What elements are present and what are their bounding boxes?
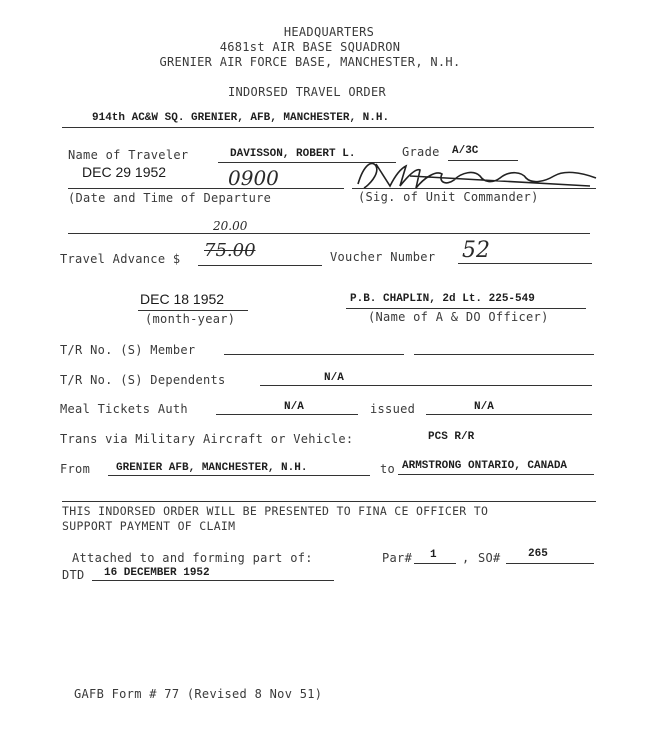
- grade-value: A/3C: [452, 145, 479, 157]
- trans-value: PCS R/R: [428, 431, 475, 443]
- officer-date-value: DEC 18 1952: [140, 291, 225, 307]
- travel-advance-corrected: 20.00: [213, 219, 248, 233]
- tr-dependents-value: N/A: [324, 372, 344, 384]
- signature-label: (Sig. of Unit Commander): [358, 190, 539, 204]
- tr-dependents-line: [260, 385, 592, 386]
- meal-issued-label: issued: [370, 402, 416, 416]
- header-line-3: GRENIER AIR FORCE BASE, MANCHESTER, N.H.: [159, 55, 461, 69]
- officer-name-line: [346, 308, 586, 309]
- officer-date-label: (month-year): [145, 312, 236, 326]
- route-from-label: From: [60, 462, 91, 476]
- tr-member-line-2: [414, 354, 594, 355]
- route-to-line: [398, 474, 594, 475]
- attached-label: Attached to and forming part of:: [72, 551, 313, 565]
- notice-line-2: SUPPORT PAYMENT OF CLAIM: [62, 519, 236, 533]
- signature-line: [352, 188, 596, 189]
- meal-tickets-auth-value: N/A: [284, 401, 304, 413]
- route-to-value: ARMSTRONG ONTARIO, CANADA: [402, 460, 568, 472]
- dtd-value: 16 DECEMBER 1952: [104, 567, 210, 579]
- officer-name-label: (Name of A & DO Officer): [368, 310, 549, 324]
- meal-tickets-label: Meal Tickets Auth: [60, 402, 188, 416]
- voucher-value: 52: [462, 238, 490, 263]
- tr-dependents-label: T/R No. (S) Dependents: [60, 373, 226, 387]
- route-from-value: GRENIER AFB, MANCHESTER, N.H.: [116, 462, 308, 474]
- officer-date-line: [138, 310, 248, 311]
- travel-advance-line: [198, 265, 322, 266]
- so-value: 265: [528, 548, 548, 560]
- notice-line: [62, 501, 596, 502]
- travel-advance-label: Travel Advance $: [60, 252, 181, 266]
- traveler-name-value: DAVISSON, ROBERT L.: [230, 148, 356, 160]
- par-value: 1: [430, 549, 437, 561]
- departure-time-value: 0900: [228, 166, 279, 190]
- attached-comma: ,: [462, 551, 470, 565]
- dtd-label: DTD: [62, 568, 85, 582]
- meal-tickets-auth-line: [216, 414, 358, 415]
- notice-line-1: THIS INDORSED ORDER WILL BE PRESENTED TO FINA CE OFFICER TO: [62, 504, 489, 518]
- voucher-line: [458, 263, 592, 264]
- route-to-label: to: [380, 462, 396, 476]
- unit-stamp-line: [62, 127, 594, 128]
- tr-member-label: T/R No. (S) Member: [60, 343, 196, 357]
- traveler-name-label: Name of Traveler: [68, 148, 189, 162]
- so-label: SO#: [478, 551, 501, 565]
- unit-stamp: 914th AC&W SQ. GRENIER, AFB, MANCHESTER, N.H.: [92, 112, 390, 124]
- header-line-1: HEADQUARTERS: [283, 25, 375, 39]
- par-line: [414, 563, 456, 564]
- departure-label: (Date and Time of Departure: [68, 191, 272, 205]
- voucher-label: Voucher Number: [330, 250, 436, 264]
- route-from-line: [108, 475, 370, 476]
- departure-line: [68, 188, 344, 189]
- trans-label: Trans via Military Aircraft or Vehicle:: [60, 432, 354, 446]
- officer-name-value: P.B. CHAPLIN, 2d Lt. 225-549: [350, 293, 535, 305]
- grade-label: Grade: [402, 145, 440, 159]
- meal-issued-line: [426, 414, 592, 415]
- par-label: Par#: [382, 551, 413, 565]
- so-line: [506, 563, 594, 564]
- meal-issued-value: N/A: [474, 401, 494, 413]
- form-footer: GAFB Form # 77 (Revised 8 Nov 51): [74, 687, 323, 701]
- form-title: INDORSED TRAVEL ORDER: [227, 85, 387, 99]
- departure-date-value: DEC 29 1952: [82, 164, 167, 180]
- dtd-line: [92, 580, 334, 581]
- separator-line: [68, 233, 590, 234]
- header-line-2: 4681st AIR BASE SQUADRON: [219, 40, 401, 54]
- tr-member-line-1: [224, 354, 404, 355]
- travel-advance-struck: 75.00: [204, 240, 256, 261]
